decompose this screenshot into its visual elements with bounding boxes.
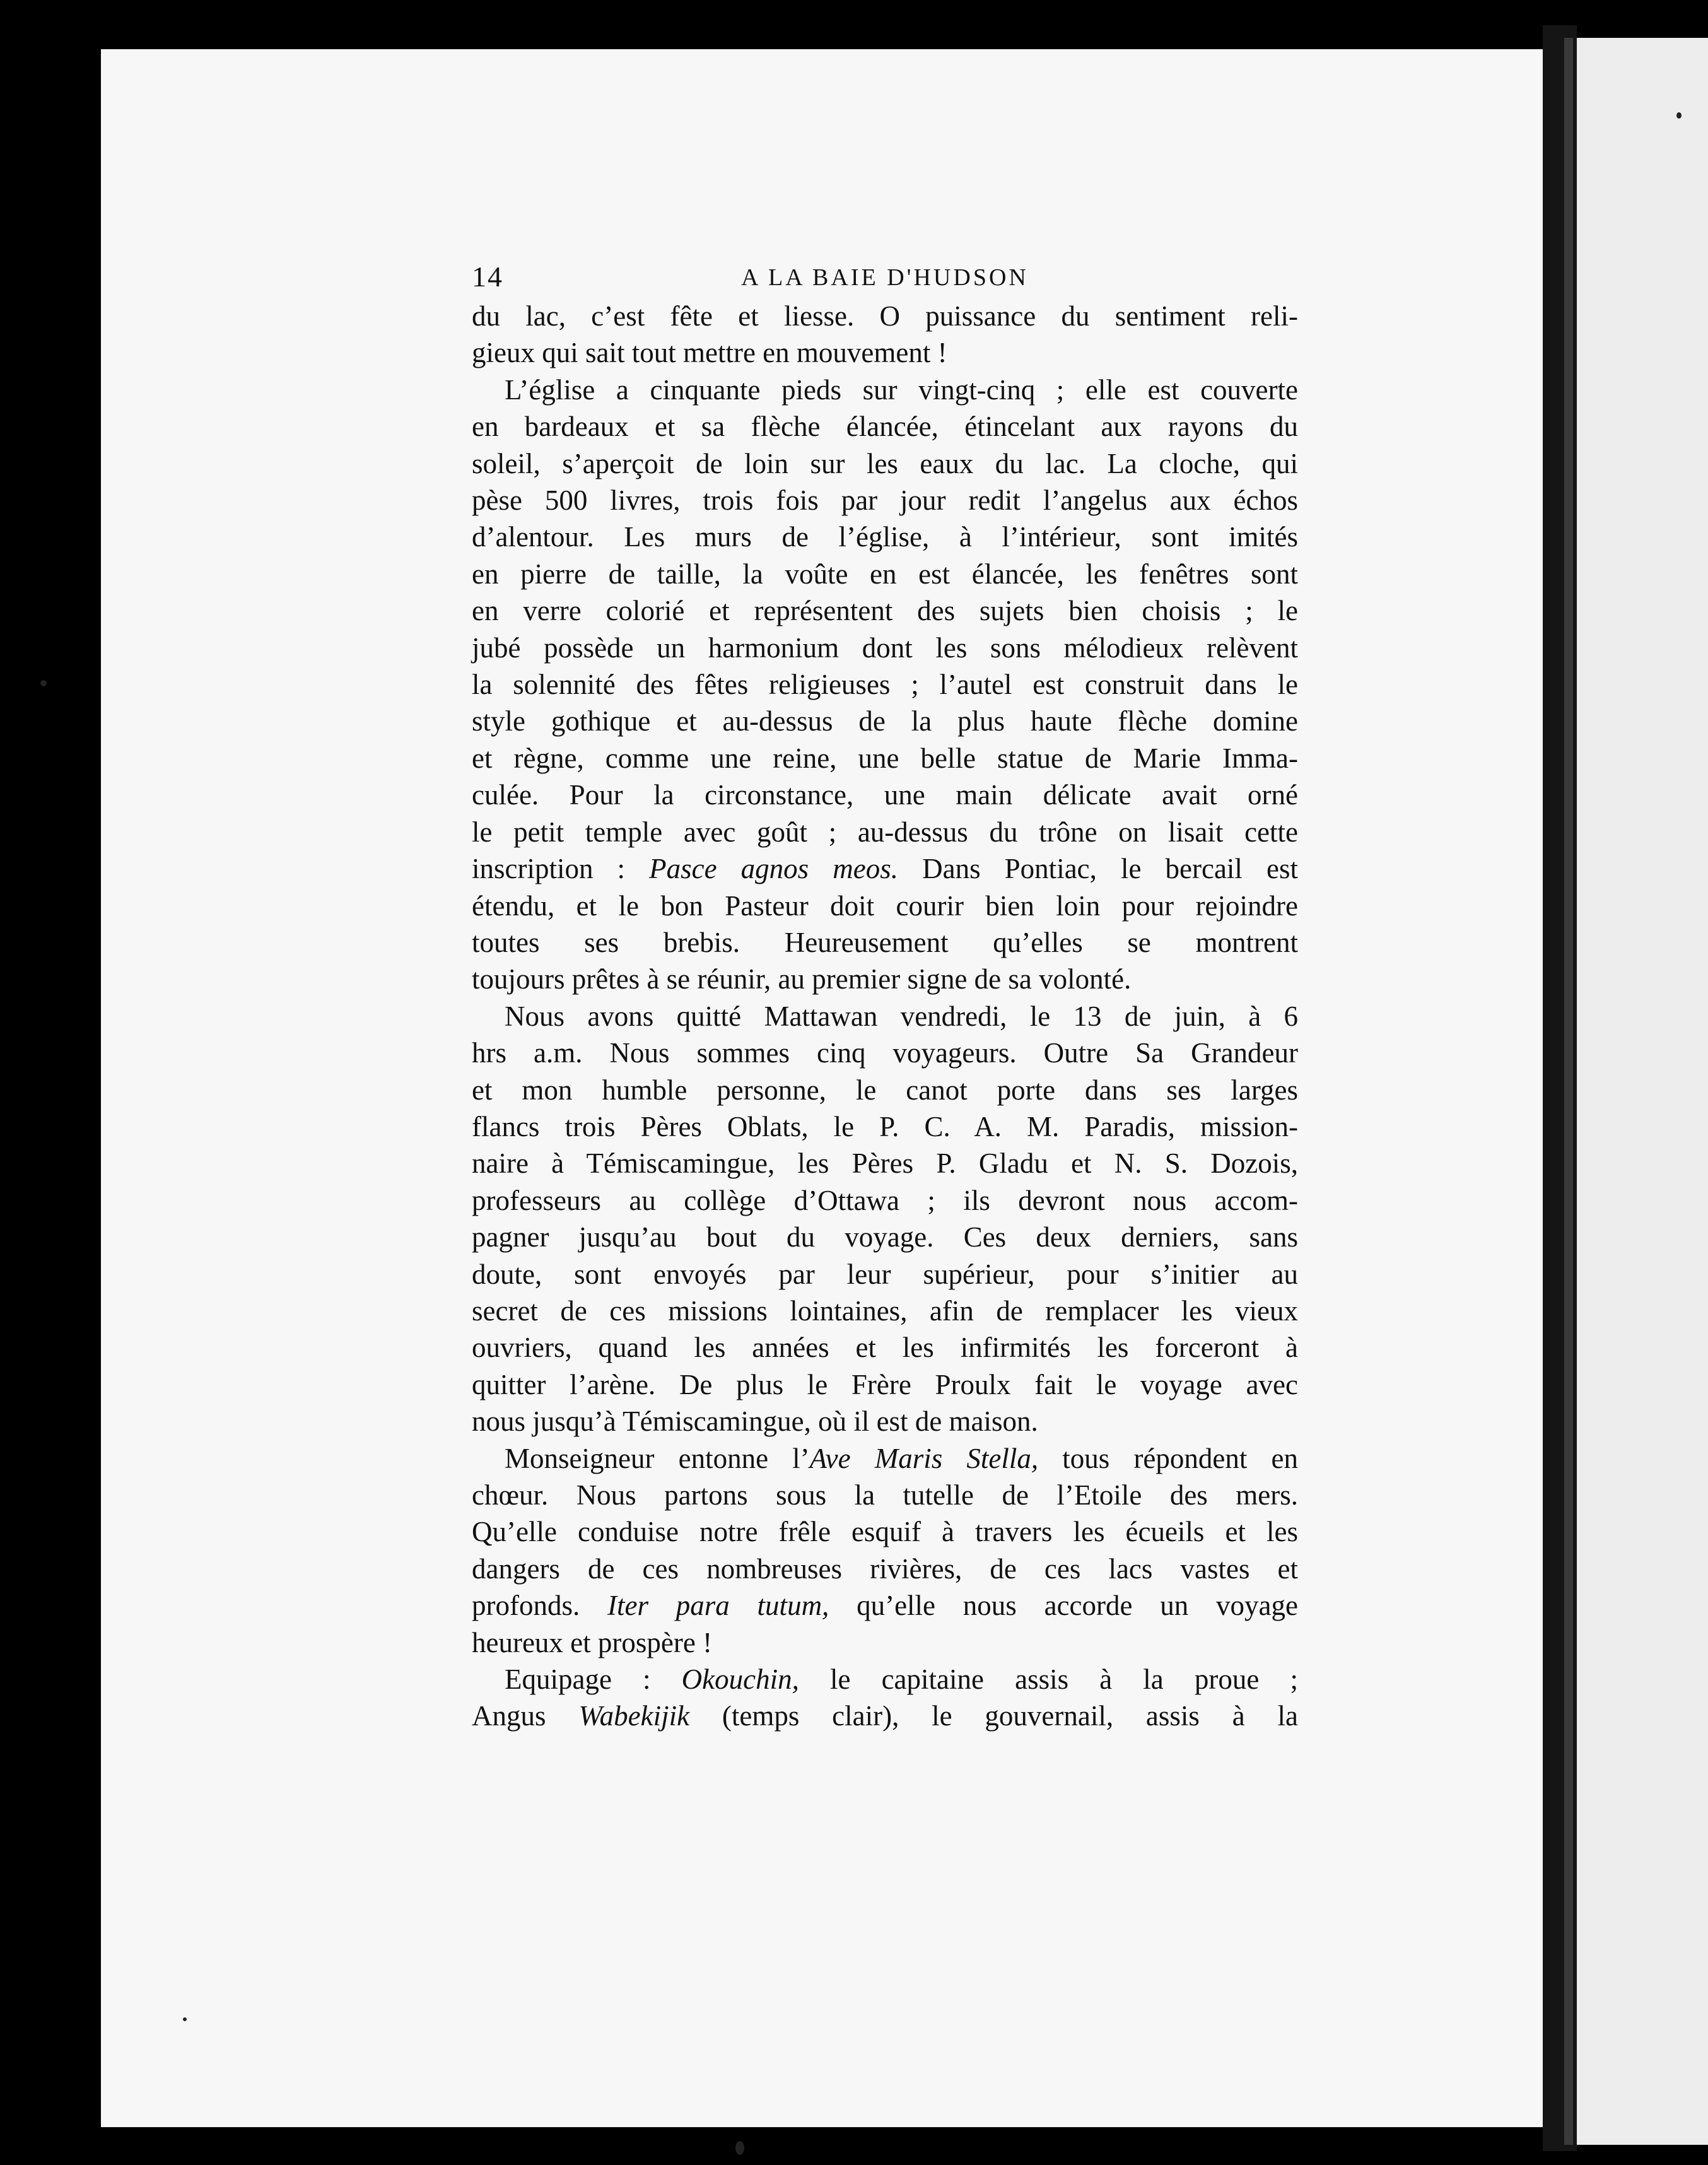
text-line: jubé possède un harmonium dont les sons mélodieux relèvent — [472, 631, 1298, 664]
scan-speck — [1676, 112, 1682, 119]
text-line — [472, 1587, 1298, 1624]
text-line: la solennité des fêtes religieuses ; l’autel est construit dans le — [472, 669, 1298, 701]
text-run: tous répondent en — [1038, 1442, 1298, 1474]
running-head — [472, 260, 1298, 298]
text-line — [472, 1698, 1298, 1734]
paragraph — [472, 372, 1298, 998]
text-run: Equipage : — [505, 1663, 682, 1696]
text-run: Angus — [472, 1700, 579, 1732]
text-run: profonds. — [472, 1590, 608, 1622]
text-line: Nous avons quitté Mattawan vendredi, le 13 de juin, à 6 — [505, 1000, 1298, 1032]
text-run: inscription : — [472, 853, 650, 885]
italic-text-run: Ave Maris Stella, — [809, 1442, 1039, 1474]
text-line: et mon humble personne, le canot porte dans ses larges — [472, 1074, 1298, 1106]
scan-speck — [40, 680, 47, 686]
text-line: le petit temple avec goût ; au-dessus du trône on lisait cette — [472, 816, 1298, 848]
italic-text-run: Iter para tutum, — [607, 1590, 829, 1622]
text-line: soleil, s’aperçoit de loin sur les eaux du lac. La cloche, qui — [472, 447, 1298, 479]
text-line — [472, 1440, 1298, 1477]
text-line: naire à Témiscamingue, les Pères P. Gladu et N. S. Dozois, — [472, 1147, 1298, 1180]
paragraph — [472, 1661, 1298, 1735]
text-line: culée. Pour la circonstance, une main délicate avait orné — [472, 779, 1298, 811]
text-line: en pierre de taille, la voûte en est élancée, les fenêtres sont — [472, 558, 1298, 590]
text-line: du lac, c’est fête et liesse. O puissance du sentiment reli- — [472, 300, 1298, 332]
binding-shadow — [1564, 38, 1573, 2145]
text-line: pagner jusqu’au bout du voyage. Ces deux derniers, sans — [472, 1221, 1298, 1253]
page-text-block — [472, 260, 1298, 1735]
text-line: hrs a.m. Nous sommes cinq voyageurs. Outre Sa Grandeur — [472, 1037, 1298, 1069]
text-line: professeurs au collège d’Ottawa ; ils devront nous accom- — [472, 1184, 1298, 1216]
text-line: nous jusqu’à Témiscamingue, où il est de maison. — [472, 1405, 1038, 1438]
page-number: 14 — [472, 261, 503, 293]
text-line: toujours prêtes à se réunir, au premier signe de sa volonté. — [472, 963, 1132, 995]
text-line: d’alentour. Les murs de l’église, à l’intérieur, sont imités — [472, 521, 1298, 553]
text-line: style gothique et au-dessus de la plus haute flèche domine — [472, 705, 1298, 737]
text-line: en bardeaux et sa flèche élancée, étincelant aux rayons du — [472, 411, 1298, 443]
running-title: A LA BAIE D'HUDSON — [741, 264, 1029, 291]
text-line: flancs trois Pères Oblats, le P. C. A. M. Paradis, mission- — [472, 1110, 1298, 1142]
text-run: le capitaine assis à la proue ; — [798, 1663, 1298, 1696]
body-text — [472, 298, 1298, 1735]
scan-speck — [735, 2141, 744, 2155]
text-line: étendu, et le bon Pasteur doit courir bien loin pour rejoindre — [472, 889, 1298, 922]
text-line: toutes ses brebis. Heureusement qu’elles se montrent — [472, 926, 1298, 958]
text-line — [472, 1661, 1298, 1698]
scan-speck — [183, 2017, 187, 2021]
text-run: Monseigneur entonne l’ — [505, 1442, 810, 1474]
text-line: en verre colorié et représentent des sujets bien choisis ; le — [472, 595, 1298, 627]
text-run: Dans Pontiac, le bercail est — [898, 853, 1298, 885]
paragraph — [472, 1440, 1298, 1661]
text-line: Qu’elle conduise notre frêle esquif à travers les écueils et les — [472, 1516, 1298, 1548]
text-run: (temps clair), le gouvernail, assis à la — [689, 1700, 1298, 1732]
text-line: quitter l’arène. De plus le Frère Proulx fait le voyage avec — [472, 1368, 1298, 1400]
text-line: secret de ces missions lointaines, afin de remplacer les vieux — [472, 1294, 1298, 1327]
text-run: qu’elle nous accorde un voyage — [829, 1590, 1298, 1622]
text-line: heureux et prospère ! — [472, 1626, 713, 1658]
text-line — [472, 850, 1298, 887]
facing-page-edge — [1577, 38, 1708, 2145]
paragraph — [472, 298, 1298, 372]
text-line: pèse 500 livres, trois fois par jour redit l’angelus aux échos — [472, 484, 1298, 517]
paragraph — [472, 998, 1298, 1440]
text-line: ouvriers, quand les années et les infirmités les forceront à — [472, 1332, 1298, 1364]
text-line: L’église a cinquante pieds sur vingt-cinq ; elle est couverte — [505, 373, 1298, 406]
text-line: dangers de ces nombreuses rivières, de ces lacs vastes et — [472, 1552, 1298, 1585]
text-line: gieux qui sait tout mettre en mouvement ! — [472, 337, 947, 369]
text-line: chœur. Nous partons sous la tutelle de l’Etoile des mers. — [472, 1479, 1298, 1511]
text-line: et règne, comme une reine, une belle statue de Marie Imma- — [472, 742, 1298, 774]
italic-text-run: Pasce agnos meos. — [649, 853, 899, 885]
italic-text-run: Okouchin, — [681, 1663, 799, 1696]
text-line: doute, sont envoyés par leur supérieur, pour s’initier au — [472, 1258, 1298, 1290]
italic-text-run: Wabekijik — [578, 1700, 690, 1732]
